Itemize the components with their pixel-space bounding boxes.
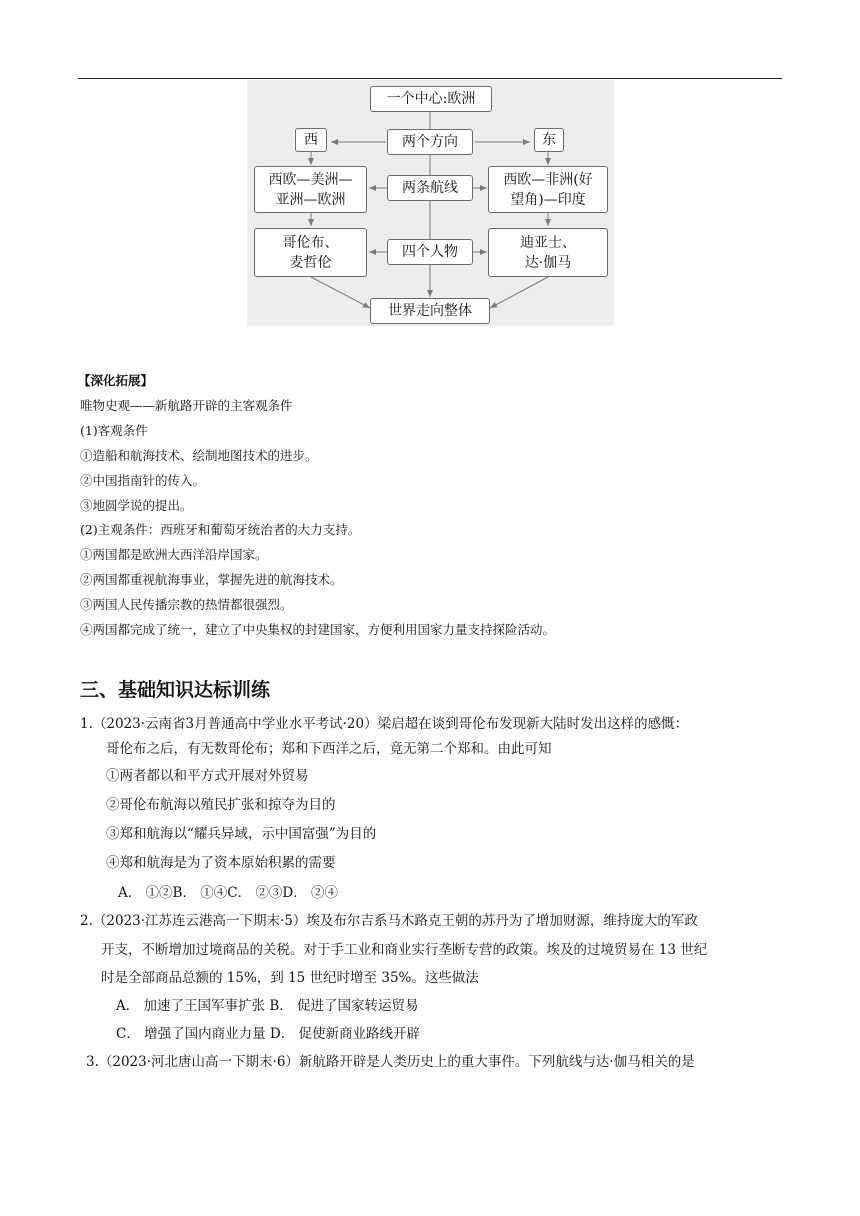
diagram-people-box: 四个人物 [387, 239, 473, 265]
diagram-east-box: 东 [534, 128, 564, 152]
people-west-line2: 麦哲伦 [289, 254, 332, 271]
section-title: 三、基础知识达标训练 [80, 679, 271, 701]
question-3-stem: 3.（2023·河北唐山高一下期末·6）新航路开辟是人类历史上的重大事件。下列航线与达·伽马相关的是 [86, 1054, 695, 1070]
extension-line: 唯物史观——新航路开辟的主客观条件 [80, 398, 293, 413]
diagram-center-box: 一个中心:欧洲 [370, 86, 492, 112]
diagram-route-west-box [254, 166, 367, 213]
extension-line: ③地圆学说的提出。 [80, 498, 193, 513]
route-east-line1: 西欧—非洲(好 [503, 171, 593, 188]
extension-line: (2)主观条件：西班牙和葡萄牙统治者的大力支持。 [80, 522, 361, 537]
diagram-people-east-box [488, 228, 608, 277]
diagram-route-east-box [488, 166, 608, 213]
diagram-directions-box: 两个方向 [387, 129, 473, 155]
question-1-item: ②哥伦布航海以殖民扩张和掠夺为目的 [106, 797, 336, 813]
people-west-line1: 哥伦布、 [282, 234, 339, 251]
diagram-result-box: 世界走向整体 [370, 298, 490, 324]
diagram-people-west-box [254, 228, 367, 277]
question-1-item: ③郑和航海以“耀兵异域，示中国富强”为目的 [106, 826, 377, 842]
extension-heading: 【深化拓展】 [78, 373, 154, 388]
extension-line: ②中国指南针的传入。 [80, 473, 206, 488]
extension-line: ④两国都完成了统一，建立了中央集权的封建国家，方便利用国家力量支持探险活动。 [80, 622, 556, 637]
route-east-line2: 望角)—印度 [510, 191, 586, 208]
extension-line: ①造船和航海技术、绘制地图技术的进步。 [80, 448, 318, 463]
question-2-options: C． 增强了国内商业力量 D． 促使新商业路线开辟 [116, 1026, 421, 1042]
diagram-west-box: 西 [295, 128, 327, 152]
question-2-stem-cont: 时是全部商品总额的 15%，到 15 世纪时增至 35%。这些做法 [101, 970, 479, 986]
people-east-line2: 达·伽马 [524, 254, 572, 271]
question-1-item: ④郑和航海是为了资本原始积累的需要 [106, 855, 336, 871]
question-1-stem-cont: 哥伦布之后，有无数哥伦布；郑和下西洋之后，竟无第二个郑和。由此可知 [106, 741, 552, 757]
diagram-routes-box: 两条航线 [387, 175, 473, 201]
question-2-stem: 2.（2023·江苏连云港高一下期末·5）埃及布尔吉系马木路克王朝的苏丹为了增加财源，维持庞大的军政 [80, 913, 698, 929]
question-2-stem-cont: 开支，不断增加过境商品的关税。对于手工业和商业实行垄断专营的政策。埃及的过境贸易在 13 世纪 [101, 942, 708, 958]
extension-line: ①两国都是欧洲大西洋沿岸国家。 [80, 547, 268, 562]
route-west-line2: 亚洲—欧洲 [275, 191, 346, 208]
new-routes-diagram [247, 80, 614, 326]
question-2-options: A． 加速了王国军事扩张 B． 促进了国家转运贸易 [116, 998, 419, 1014]
header-rule [78, 78, 782, 79]
extension-line: ②两国都重视航海事业，掌握先进的航海技术。 [80, 572, 343, 587]
question-1-item: ①两者都以和平方式开展对外贸易 [106, 768, 309, 784]
question-1-stem: 1.（2023·云南省3月普通高中学业水平考试·20）梁启超在谈到哥伦布发现新大陆时发出这样的感慨： [80, 716, 689, 732]
extension-line: ③两国人民传播宗教的热情都很强烈。 [80, 597, 293, 612]
question-1-options: A． ①②B． ①④C． ②③D． ②④ [118, 885, 338, 901]
route-west-line1: 西欧—美洲— [268, 171, 353, 188]
people-east-line1: 迪亚士、 [520, 234, 576, 251]
extension-line: (1)客观条件 [80, 423, 148, 438]
